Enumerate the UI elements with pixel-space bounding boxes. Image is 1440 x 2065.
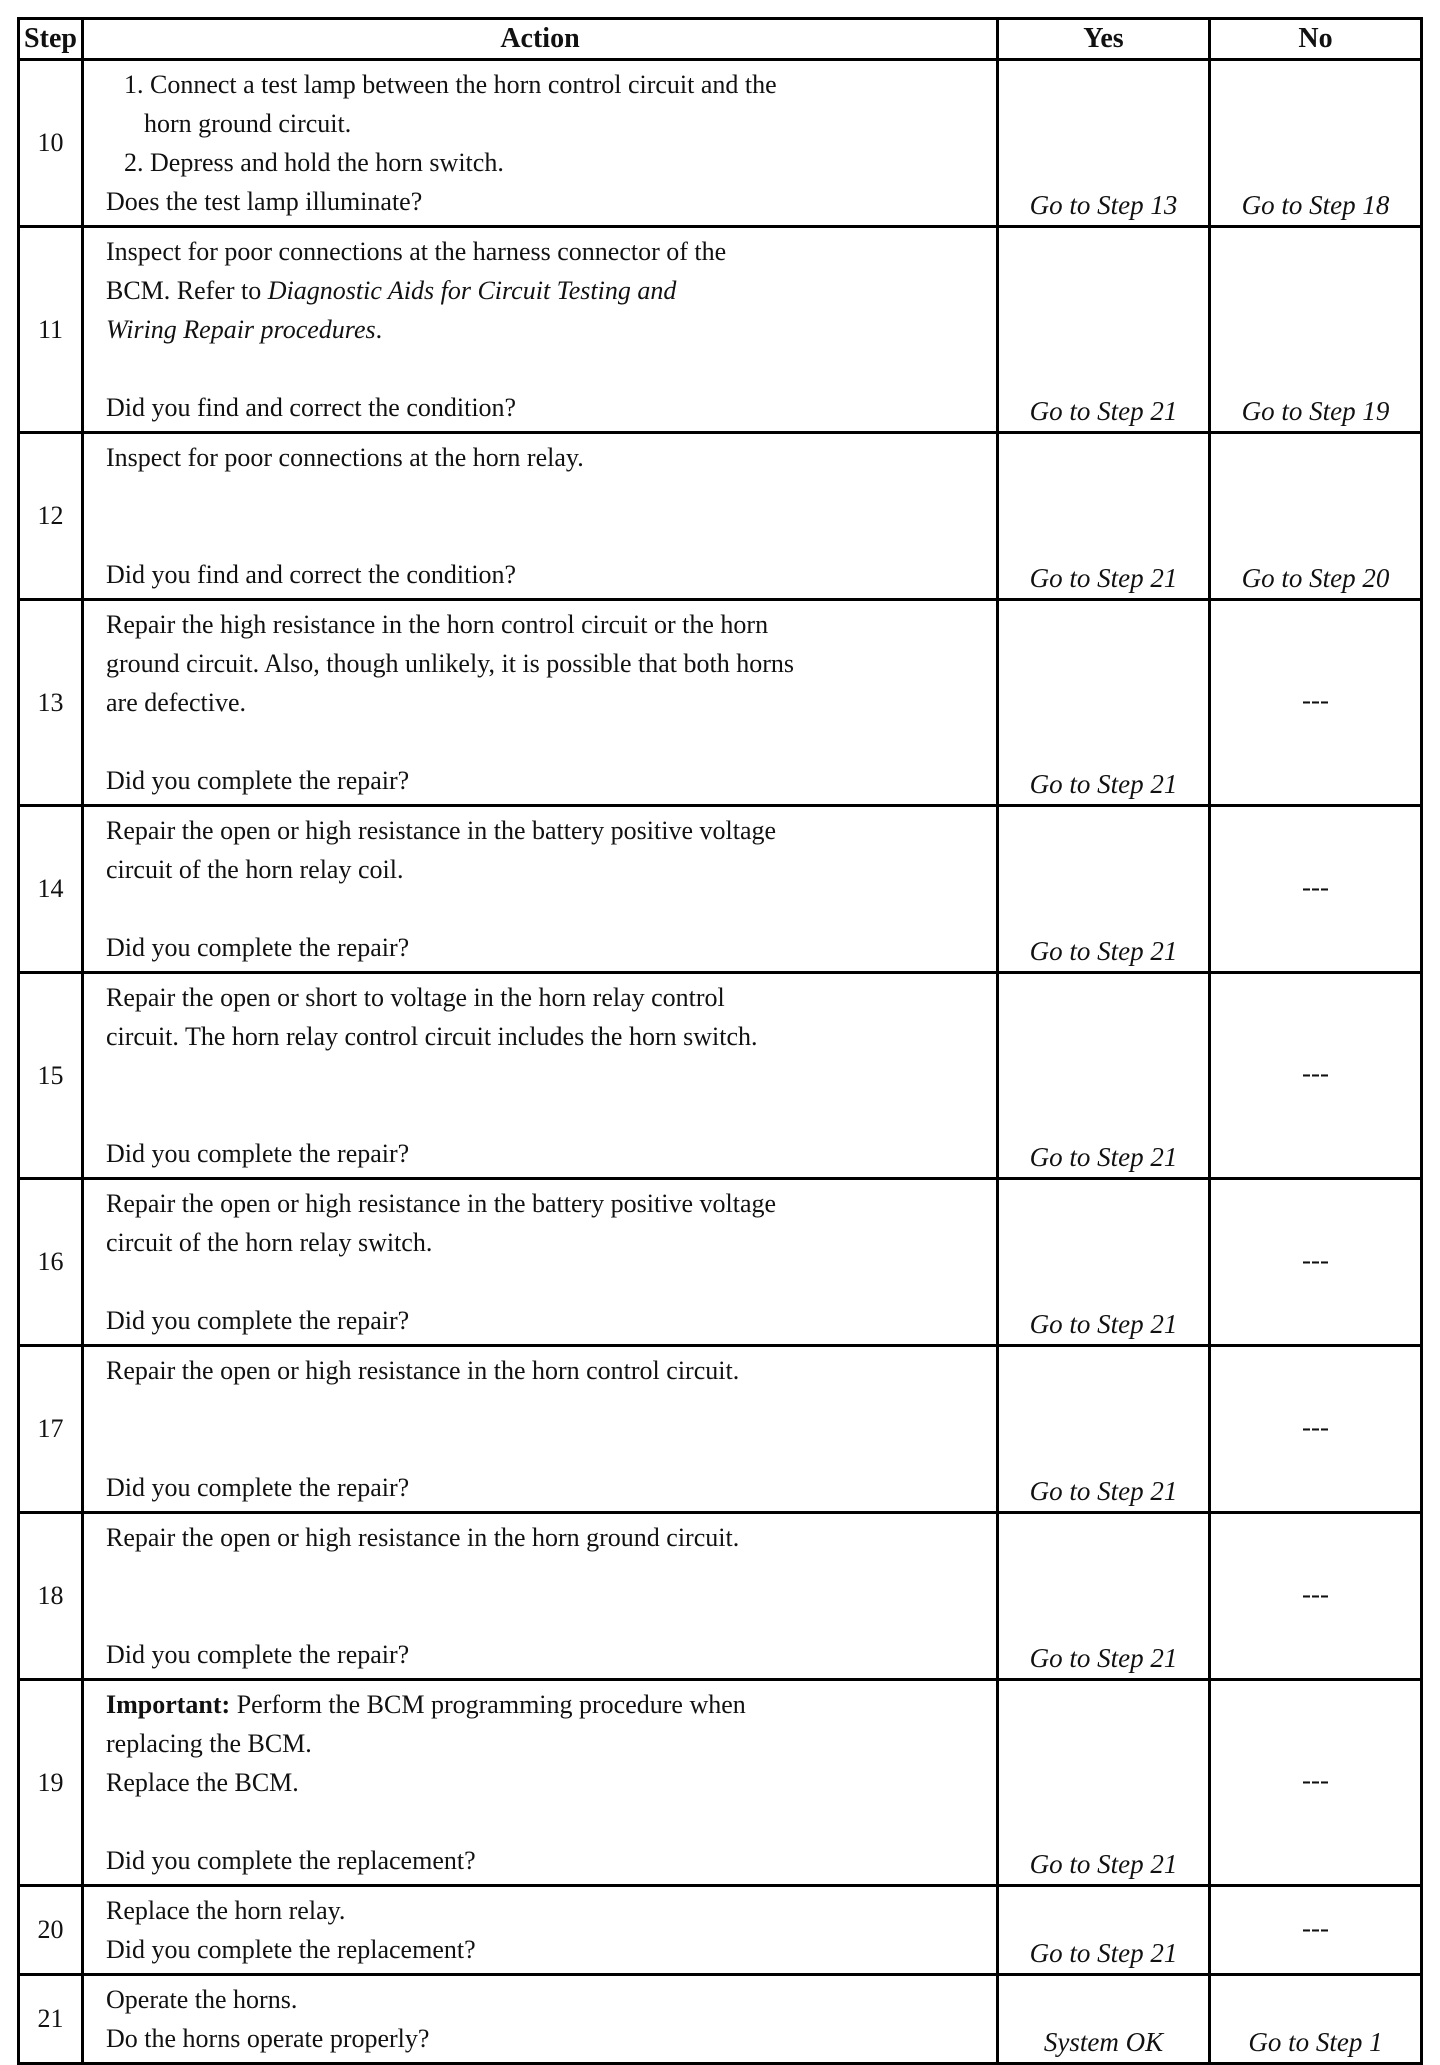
action-cell [83,973,998,1179]
no-cell: --- [1210,1346,1422,1513]
step-number: 17 [19,1346,83,1513]
action-cell [83,227,998,433]
table-row [19,433,1422,600]
no-cell: --- [1210,1680,1422,1886]
action-question: Did you complete the repair? [106,1640,410,1669]
table-row [19,600,1422,806]
yes-cell: Go to Step 21 [998,806,1210,973]
action-line: replacing the BCM. [106,1729,312,1758]
action-line: are defective. [106,688,247,717]
yes-cell: Go to Step 21 [998,1179,1210,1346]
no-cell: --- [1210,806,1422,973]
step-number: 21 [19,1975,83,2064]
step-number: 12 [19,433,83,600]
action-text: BCM. Refer to [106,276,268,305]
action-line: Replace the horn relay. [106,1896,346,1925]
action-line: circuit of the horn relay switch. [106,1228,433,1257]
yes-cell: Go to Step 13 [998,60,1210,227]
yes-cell: Go to Step 21 [998,1513,1210,1680]
action-line: horn ground circuit. [144,109,352,138]
yes-cell: System OK [998,1975,1210,2064]
yes-cell: Go to Step 21 [998,600,1210,806]
action-question: Did you complete the repair? [106,1473,410,1502]
action-line: Repair the open or high resistance in the battery positive voltage [106,1189,777,1218]
action-line: Repair the high resistance in the horn control circuit or the horn [106,610,769,639]
header-row [19,19,1422,60]
action-line: Repair the open or high resistance in the battery positive voltage [106,816,777,845]
action-question: Did you complete the repair? [106,1139,410,1168]
no-cell: --- [1210,973,1422,1179]
action-line: 1. Connect a test lamp between the horn control circuit and the [124,70,777,99]
action-cell [83,60,998,227]
table-row [19,1680,1422,1886]
step-number: 16 [19,1179,83,1346]
action-question: Did you complete the repair? [106,1306,410,1335]
action-line: Repair the open or short to voltage in the horn relay control [106,983,725,1012]
action-cell [83,1346,998,1513]
action-question: Does the test lamp illuminate? [106,187,423,216]
step-number: 15 [19,973,83,1179]
header-step: Step [19,19,83,60]
step-number: 19 [19,1680,83,1886]
action-cell [83,600,998,806]
action-text: Perform the BCM programming procedure when [230,1690,746,1719]
yes-cell: Go to Step 21 [998,1886,1210,1975]
action-question: Did you complete the replacement? [106,1935,476,1964]
yes-cell: Go to Step 21 [998,433,1210,600]
action-cell [83,1513,998,1680]
reference-text: Diagnostic Aids for Circuit Testing and [267,276,677,305]
table-row [19,1346,1422,1513]
no-cell: --- [1210,600,1422,806]
no-cell: Go to Step 19 [1210,227,1422,433]
action-line: Wiring Repair procedures. [106,315,383,344]
step-number: 18 [19,1513,83,1680]
no-cell: Go to Step 1 [1210,1975,1422,2064]
action-cell [83,1680,998,1886]
action-question: Do the horns operate properly? [106,2024,430,2053]
action-cell [83,433,998,600]
no-cell: --- [1210,1886,1422,1975]
table-row [19,1886,1422,1975]
no-cell: --- [1210,1179,1422,1346]
header-action: Action [83,19,998,60]
no-cell: Go to Step 18 [1210,60,1422,227]
yes-cell: Go to Step 21 [998,1680,1210,1886]
table-row [19,973,1422,1179]
action-question: Did you complete the repair? [106,933,410,962]
action-line: Repair the open or high resistance in the horn control circuit. [106,1356,740,1385]
action-line: Repair the open or high resistance in the horn ground circuit. [106,1523,740,1552]
diagnostic-table [17,17,1423,2065]
action-cell [83,806,998,973]
step-number: 20 [19,1886,83,1975]
step-number: 11 [19,227,83,433]
action-line: Inspect for poor connections at the harness connector of the [106,237,727,266]
table-row [19,806,1422,973]
action-line: ground circuit. Also, though unlikely, it is possible that both horns [106,649,794,678]
action-cell [83,1886,998,1975]
step-number: 13 [19,600,83,806]
table-row [19,60,1422,227]
table-row [19,1179,1422,1346]
action-cell [83,1179,998,1346]
action-line: 2. Depress and hold the horn switch. [124,148,504,177]
no-cell: Go to Step 20 [1210,433,1422,600]
no-cell: --- [1210,1513,1422,1680]
action-question: Did you find and correct the condition? [106,560,517,589]
action-line: Operate the horns. [106,1985,298,2014]
table-row [19,1513,1422,1680]
action-line: Replace the BCM. [106,1768,299,1797]
action-question: Did you complete the repair? [106,766,410,795]
action-question: Did you find and correct the condition? [106,393,517,422]
table-row [19,227,1422,433]
reference-text: Wiring Repair procedures [106,315,376,344]
yes-cell: Go to Step 21 [998,973,1210,1179]
important-label: Important: [106,1690,231,1719]
yes-cell: Go to Step 21 [998,1346,1210,1513]
step-number: 14 [19,806,83,973]
step-number: 10 [19,60,83,227]
yes-cell: Go to Step 21 [998,227,1210,433]
action-line [106,271,984,310]
action-line [106,1685,984,1724]
action-line: circuit of the horn relay coil. [106,855,404,884]
action-line: circuit. The horn relay control circuit includes the horn switch. [106,1022,758,1051]
action-line: Inspect for poor connections at the horn relay. [106,443,584,472]
header-no: No [1210,19,1422,60]
header-yes: Yes [998,19,1210,60]
action-question: Did you complete the replacement? [106,1846,476,1875]
